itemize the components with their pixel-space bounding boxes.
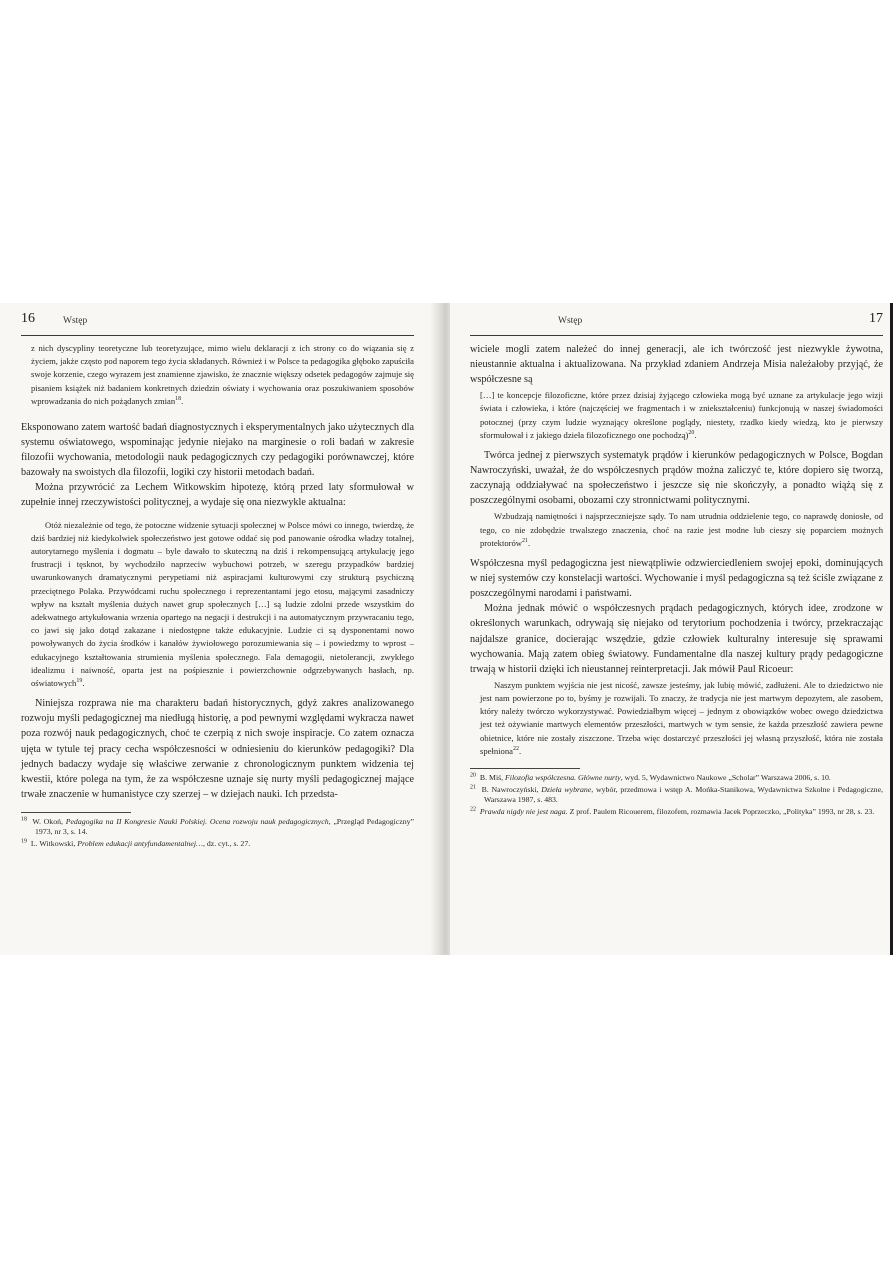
footnote-20: $^{20}$ B. Miś, Filozofia współczesna. Główne nurty, wyd. 5, Wydawnictwo Naukowe „Scholar” Warszawa 2006, s. 10. xyxy=(470,772,831,783)
left-paragraph-3: Można przywrócić za Lechem Witkowskim hipotezę, którą przed laty sformułował w zupełnie innej rzeczywistości politycznej, a wydaje się ona niezwykle aktualna: xyxy=(21,482,414,509)
right-block-quote-1: […] te koncepcje filozoficzne, które przez dzisiaj żyjącego człowieka mogą być uznane za artykulacje jego wizji świata i człowieka, i które (najczęściej we fragmentach i w zniekształceniu) funkcjonują w naszej świadomości potocznej (przy czym ludzie wyznający określone poglądy, niestety, rzadko kiedy wiedzą, kto je pierwszy sformułował i z jakiego dzieła filozoficznego one pochodzą)$^{20}$. xyxy=(480,390,883,440)
footnote-ref-20: 20 xyxy=(688,430,695,437)
right-paragraph-3: Twórca jednej z pierwszych systematyk prądów i kierunków pedagogicznych w Polsce, Bogdan Nawroczyński, uważał, że do współczesnych prądów można zaliczyć te, które dopiero się tworzą, zaczynają oddziaływać na społeczeństwo i jeszcze się nie skończyły, a ponadto wiążą się z poszczególnymi osobami, obozami czy stronnictwami politycznymi. xyxy=(470,450,883,507)
right-paragraph-6: Można jednak mówić o współczesnych prądach pedagogicznych, których idee, zrodzone w określonych warunkach, odrywają się niejako od terytorium pochodzenia i twórcy, przekraczając najdalsze granice, docierając wszędzie, gdzie człowiek kulturalny interesuje się sprawami wychowania. Mają zatem obieg światowy. Fundamentalne dla naszej kultury prądy pedagogiczne trwają w historii dzięki ich nieustannej reinterpretacji. Jak mówił Paul Ricoeur: xyxy=(470,603,883,675)
right-page-number: 17 xyxy=(869,311,883,326)
right-paragraph-1: wiciele mogli zatem należeć do innej generacji, ale ich twórczość jest niezwykle żywotna, nieustannie aktualna i aktualizowana. Na przykład zdaniem Andrzeja Misia należałoby przyjąć, że współczesne są xyxy=(470,344,883,386)
right-footnotes xyxy=(470,773,883,817)
right-footnote-separator xyxy=(470,768,580,769)
footnote-18: $^{18}$ W. Okoń, Pedagogika na II Kongresie Nauki Polskiej. Ocena rozwoju nauk pedagogicznych, „Przegląd Pedagogiczny” 1973, nr 3, s. 14. xyxy=(21,816,414,837)
left-paragraph-2: Eksponowano zatem wartość badań diagnostycznych i eksperymentalnych jako użytecznych dla systemu oświatowego, wspominając jedynie niejako na marginesie o roli badań w zakresie filozofii wychowania, metodologii nauk pedagogicznych czy pedagogiki porównawczej, które bazowały na swoistych dla filozofii, logiki czy historii metodach badań. xyxy=(21,422,414,479)
right-page-header xyxy=(470,311,883,336)
footnote-ref-18: 18 xyxy=(175,395,182,402)
footnote-22: $^{22}$ Prawda nigdy nie jest naga. Z prof. Paulem Ricouerem, filozofem, rozmawia Jacek Poprzeczko, „Polityka” 1993, nr 28, s. 23. xyxy=(470,806,875,816)
right-running-title: Wstęp xyxy=(558,316,583,326)
left-running-title: Wstęp xyxy=(63,316,88,326)
right-paragraph-5: Współczesna myśl pedagogiczna jest niewątpliwie odzwierciedleniem swojej epoki, dominujących w niej systemów czy konstelacji wartości. Wychowanie i myśl pedagogiczna są też ściśle związane z poszczególnymi narodami i państwami. xyxy=(470,558,883,600)
left-footnote-separator xyxy=(21,812,131,813)
left-block-quote: Otóż niezależnie od tego, że potoczne widzenie sytuacji społecznej w Polsce mówi co innego, twierdzę, że dziś bardziej niż kiedykolwiek społeczeństwo jest gotowe oddać się pod panowanie ośrodka władzy totalnej, autorytarnego myślenia i dogmatu – byle dawało to skuteczną na dziś i rekompensującą artykulację jego frustracji i tęsknot, by wychodziło naprzeciw wybuchowi potrzeb, w szeregu przypadków bardziej uwarunkowanych dramatycznymi perypetiami niż aspiracjami kulturowymi czy strukturą psychiczną przeciętnego Polaka. Przywódcami ruchu społecznego i reprezentantami jego etosu, mającymi zasadniczy wpływ na kształt myślenia dużych nawet grup społecznych […] są ludzie zdolni przede wszystkim do adekwatnego artykułowania wrzenia opartego na negacji i destrukcji i na automatycznym przywracaniu tego, co jawi się jako dotąd zakazane i niedostępne także edukacyjnie. Ludzie ci są dysponentami nowo powoływanych do życia środków i kanałów żywiołowego porozumiewania się – i powiedzmy to wprost – edukacyjnego kształtowania strumienia myślenia społecznego. Fala demagogii, nietolerancji, zwykłego idealizmu i naiwność, oparta jest na pośpiesznie i powierzchownie odgrzebywanych hasłach, np. oświatowych$^{19}$. xyxy=(31,519,414,689)
left-page-header xyxy=(21,311,414,336)
right-block-quote-2: Wzbudzają namiętności i najsprzeczniejsze sądy. To nam utrudnia oddzielenie tego, co naprawdę doniosłe, od tego, co nie zdobędzie trwalszego znaczenia, choć na razie jest modne lub cieszy się poparciem możnych protektorów$^{21}$. xyxy=(480,511,883,548)
left-paragraph-5: Niniejsza rozprawa nie ma charakteru badań historycznych, gdyż zakres analizowanego rozwoju myśli pedagogicznej ma niedługą historię, a pod pewnymi względami wykracza nawet poza rozwój nauk pedagogicznych, choć te czerpią z nich swoje inspiracje. Co zatem oznacza ujęta w tytule tej pracy cecha współczesności w odniesieniu do kierunków pedagogiki? Dla jednych badaczy wydaje się właściwe zerwanie z chronologicznym punktem widzenia tej kwestii, które polega na tym, że za współczesne uznaje się nurty myśli pedagogicznej mające trwałe znaczenie w humanistyce czy szerzej – w dziejach nauki. Ich przedsta- xyxy=(21,698,414,800)
right-page-body xyxy=(470,342,883,758)
footnote-ref-19: 19 xyxy=(76,678,83,685)
footnote-19: $^{19}$ L. Witkowski, Problem edukacji antyfundamentalnej…, dz. cyt., s. 27. xyxy=(21,838,251,849)
left-page-number: 16 xyxy=(21,311,35,326)
left-footnotes xyxy=(21,817,414,850)
right-block-quote-3: Naszym punktem wyjścia nie jest nicość, zawsze jesteśmy, jak lubię mówić, zadłużeni. Ale to dziedzictwo nie jest nam powierzone po to, byśmy je rozwijali. To znaczy, że tradycja nie jest martwym depozytem, ale zasobem, który należy twórczo wykorzystywać. Powiedziałbym więcej – jednym z obowiązków wobec owego dziedzictwa jest też ożywianie martwych elementów przeszłości, martwych w tym sensie, że każda przeszłość zawiera pewne obietnice, które nie zostały ziszczone. Trzeba więc dostarczyć przeszłości jej własną przyszłość, która nie została spełniona$^{22}$. xyxy=(480,679,883,756)
left-page-body xyxy=(21,342,414,802)
footnote-ref-22: 22 xyxy=(512,745,519,752)
left-paragraph-1: z nich dyscypliny teoretyczne lub teoretyzujące, mimo wielu deklaracji z ich strony co do wiązania się z życiem, jakże często pod naporem tego życia składanych. Również i w Polsce ta pedagogika głęboko zapuściła swoje korzenie, czego wyrazem jest znamienne zjawisko, że znacznie większy odsetek pedagogów zajmuje się pisaniem książek niż badaniem konkretnych dziedzin oświaty i wychowania oraz poszukiwaniem sposobów wprowadzania do nich pożądanych zmian$^{18}$. xyxy=(31,343,414,406)
footnote-21: $^{21}$ B. Nawroczyński, Dzieła wybrane, wybór, przedmowa i wstęp A. Mońka-Stanikowa, Wydawnictwa Szkolne i Pedagogiczne, Warszawa 1987, s. 483. xyxy=(470,784,883,805)
right-page xyxy=(450,303,893,955)
footnote-ref-21: 21 xyxy=(522,538,529,545)
left-page xyxy=(0,303,438,955)
